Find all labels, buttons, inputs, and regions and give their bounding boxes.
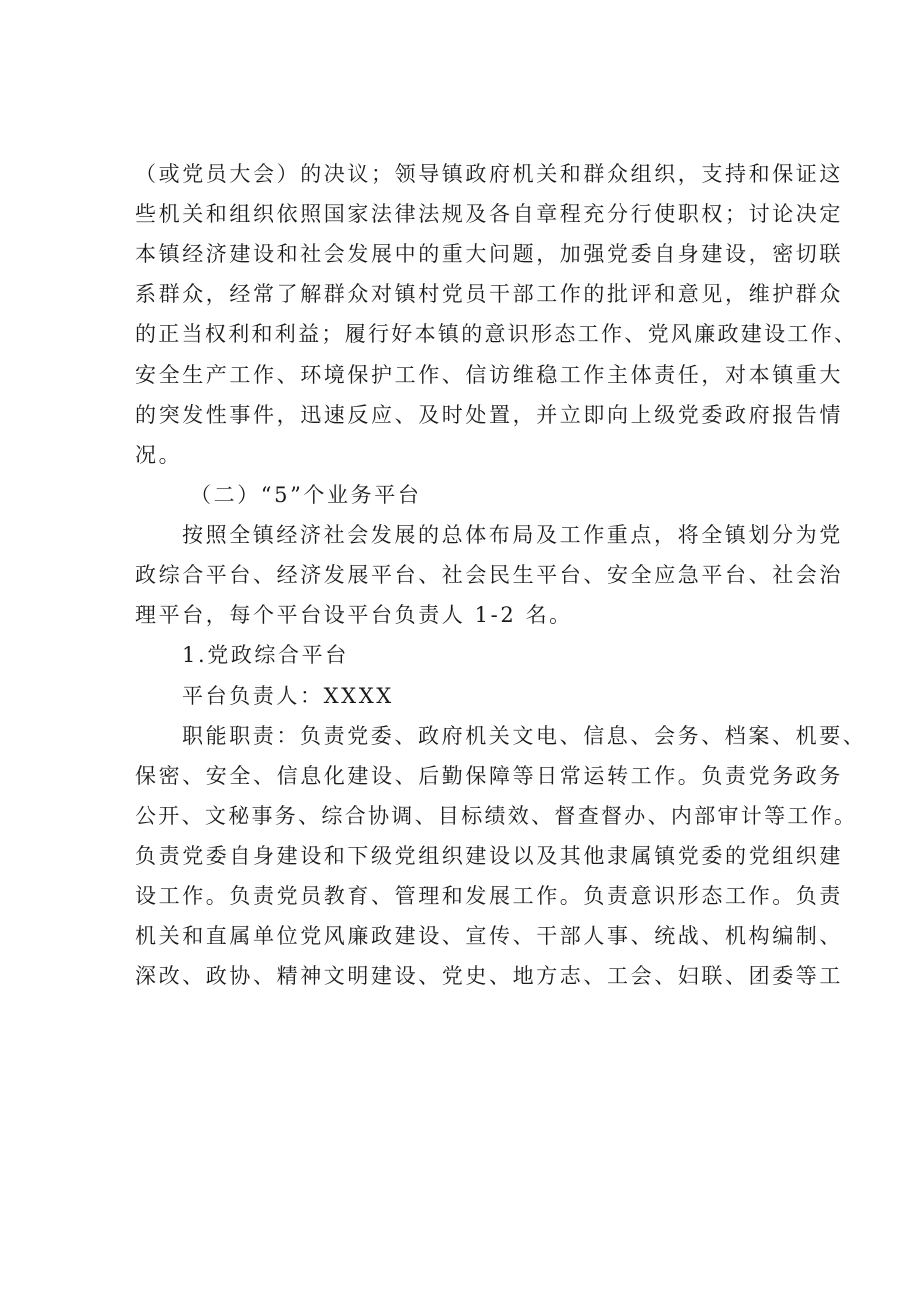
body-text-line: 公开、文秘事务、综合协调、目标绩效、督查督办、内部审计等工作。 [135,804,858,828]
body-text-line: 些机关和组织依照国家法律法规及各自章程充分行使职权；讨论决定 [135,202,843,226]
body-text-line: 按照全镇经济社会发展的总体布局及工作重点，将全镇划分为党 [182,523,843,547]
body-text-line: 政综合平台、经济发展平台、社会民生平台、安全应急平台、社会治 [135,563,843,587]
body-text-line: 本镇经济建设和社会发展中的重大问题，加强党委自身建设，密切联 [135,242,843,266]
body-text-line: 的突发性事件，迅速反应、及时处置，并立即向上级党委政府报告情 [135,403,843,427]
body-text-line: 设工作。负责党员教育、管理和发展工作。负责意识形态工作。负责 [135,884,843,908]
body-text-line: 理平台，每个平台设平台负责人 1-2 名。 [135,603,573,627]
body-text-line: 职能职责：负责党委、政府机关文电、信息、会务、档案、机要、 [182,724,867,748]
section-heading: （二）“5”个业务平台 [190,483,422,507]
body-text-line: 机关和直属单位党风廉政建设、宣传、干部人事、统战、机构编制、 [135,924,843,948]
platform-leader: 平台负责人：XXXX [182,684,394,708]
body-text-line: 保密、安全、信息化建设、后勤保障等日常运转工作。负责党务政务 [135,764,843,788]
body-text-line: 的正当权利和利益；履行好本镇的意识形态工作、党风廉政建设工作、 [135,322,858,346]
body-text-line: 系群众，经常了解群众对镇村党员干部工作的批评和意见，维护群众 [135,282,843,306]
subsection-heading: 1.党政综合平台 [182,643,349,667]
body-text-line: 安全生产工作、环境保护工作、信访维稳工作主体责任，对本镇重大 [135,363,843,387]
body-text-line: 负责党委自身建设和下级党组织建设以及其他隶属镇党委的党组织建 [135,844,843,868]
body-text-line: 况。 [135,443,183,467]
body-text-line: 深改、政协、精神文明建设、党史、地方志、工会、妇联、团委等工 [135,964,843,988]
body-text-line: （或党员大会）的决议；领导镇政府机关和群众组织，支持和保证这 [135,162,843,186]
